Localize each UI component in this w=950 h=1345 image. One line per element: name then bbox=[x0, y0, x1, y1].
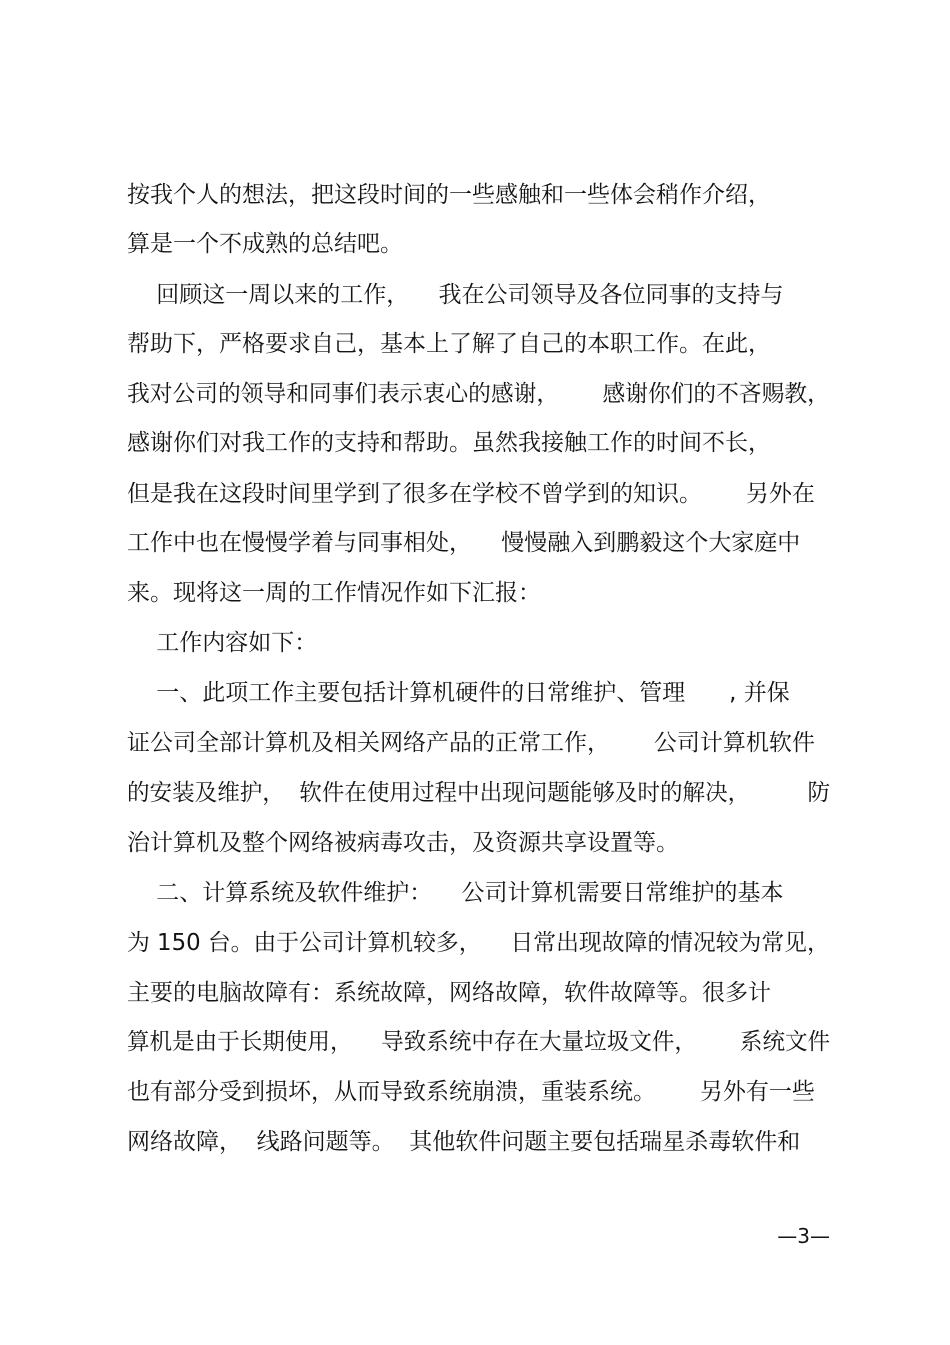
text-line-7: 但是我在这段时间里学到了很多在学校不曾学到的知识。 另外在 bbox=[127, 481, 815, 507]
text-line-10: 工作内容如下： bbox=[127, 630, 318, 656]
text-line-6: 感谢你们对我工作的支持和帮助。虽然我接触工作的时间不长， bbox=[127, 430, 771, 456]
text-line-14: 治计算机及整个网络被病毒攻击，及资源共享设置等。 bbox=[127, 830, 679, 856]
text-line-18: 算机是由于长期使用， 导致系统中存在大量垃圾文件， 系统文件 bbox=[127, 1029, 831, 1055]
text-line-13: 的安装及维护， 软件在使用过程中出现问题能够及时的解决， 防 bbox=[127, 780, 831, 806]
text-line-20: 网络故障， 线路问题等。 其他软件问题主要包括瑞星杀毒软件和 bbox=[127, 1129, 801, 1155]
text-line-12: 证公司全部计算机及相关网络产品的正常工作， 公司计算机软件 bbox=[127, 730, 815, 756]
text-line-17: 主要的电脑故障有：系统故障，网络故障，软件故障等。很多计 bbox=[127, 980, 771, 1006]
text-line-19: 也有部分受到损坏，从而导致系统崩溃，重装系统。 另外有一些 bbox=[127, 1079, 815, 1105]
text-line-2: 算是一个不成熟的总结吧。 bbox=[127, 231, 403, 257]
text-line-11: 一、此项工作主要包括计算机硬件的日常维护、管理 , 并保 bbox=[127, 680, 790, 706]
text-line-15: 二、计算系统及软件维护： 公司计算机需要日常维护的基本 bbox=[127, 880, 784, 906]
text-line-9: 来。现将这一周的工作情况作如下汇报： bbox=[127, 580, 541, 606]
text-line-5: 我对公司的领导和同事们表示衷心的感谢， 感谢你们的不吝赐教， bbox=[127, 381, 830, 407]
text-line-16: 为 150 台。由于公司计算机较多， 日常出现故障的情况较为常见， bbox=[127, 930, 830, 956]
text-line-8: 工作中也在慢慢学着与同事相处， 慢慢融入到鹏毅这个大家庭中 bbox=[127, 530, 801, 556]
text-line-4: 帮助下，严格要求自己，基本上了解了自己的本职工作。在此， bbox=[127, 331, 771, 357]
page-number: —3— bbox=[777, 1224, 830, 1248]
text-line-3: 回顾这一周以来的工作， 我在公司领导及各位同事的支持与 bbox=[127, 282, 784, 308]
text-line-1: 按我个人的想法，把这段时间的一些感触和一些体会稍作介绍， bbox=[127, 182, 771, 208]
